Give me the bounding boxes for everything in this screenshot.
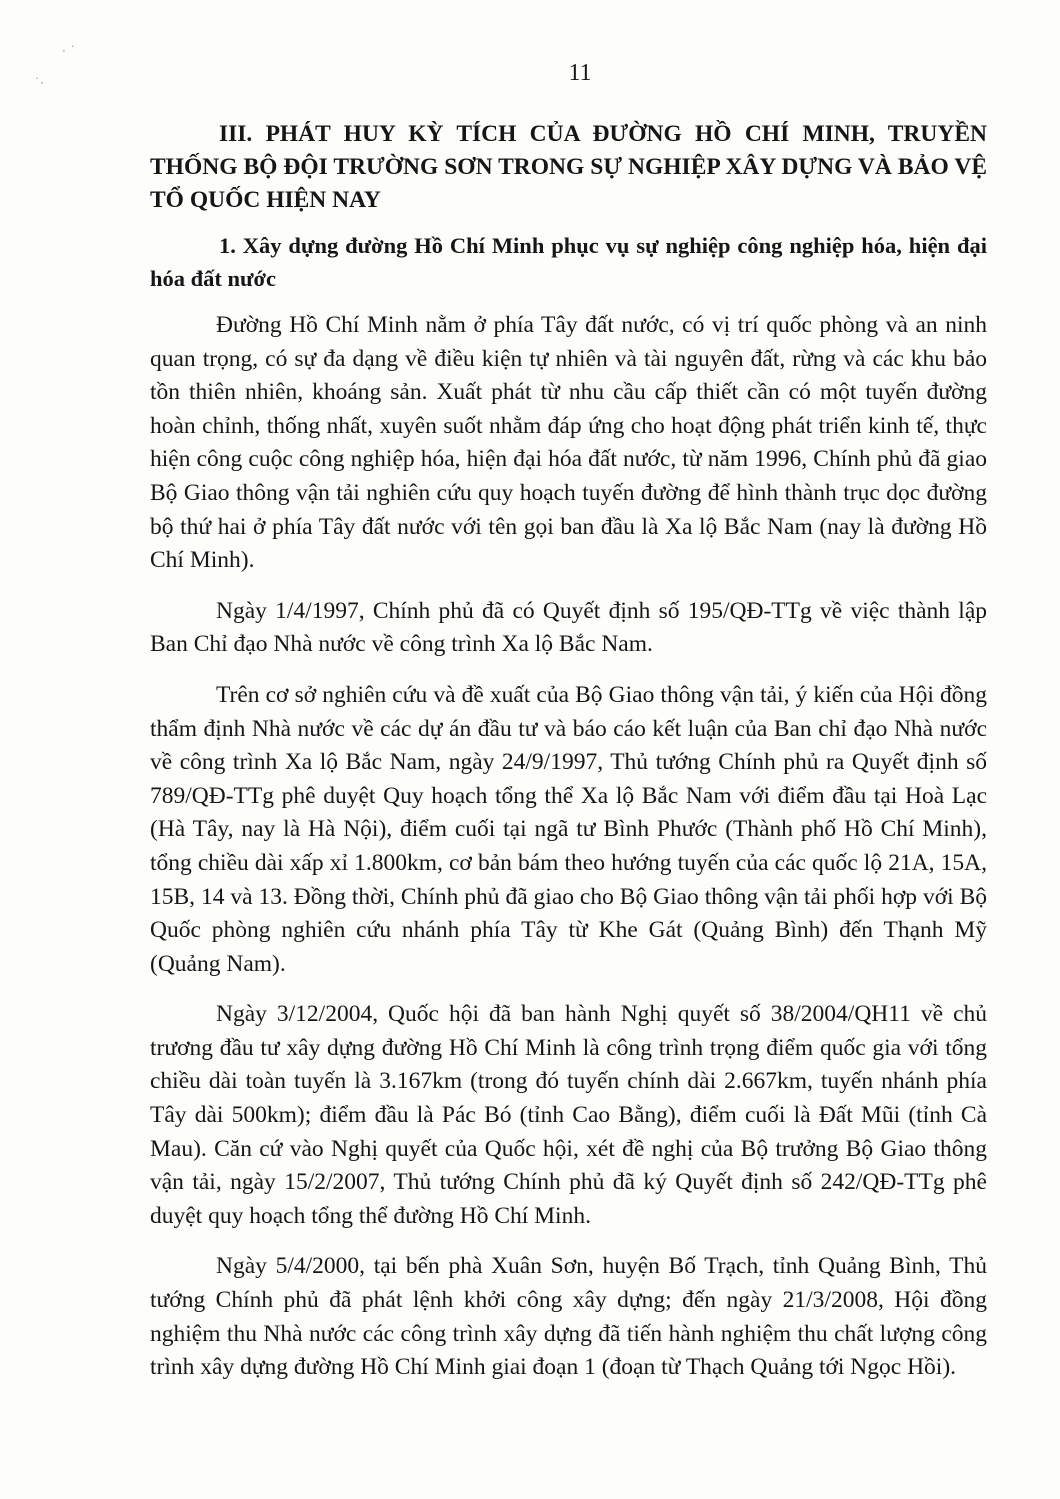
paragraph: Ngày 3/12/2004, Quốc hội đã ban hành Nghị quyết số 38/2004/QH11 về chủ trương đầu tư xây dựng đường Hồ Chí Minh là công trình trọng điểm quốc gia với tổng chiều dài toàn tuyến là 3.167km (trong đó tuyến chính dài 2.667km, tuyến nhánh phía Tây dài 500km); điểm đầu là Pác Bó (tỉnh Cao Bằng), điểm cuối là Đất Mũi (tỉnh Cà Mau). Căn cứ vào Nghị quyết của Quốc hội, xét đề nghị của Bộ trưởng Bộ Giao thông vận tải, ngày 15/2/2007, Thủ tướng Chính phủ đã ký Quyết định số 242/QĐ-TTg phê duyệt quy hoạch tổng thể đường Hồ Chí Minh.: [150, 1001, 987, 1229]
page-number: 11: [568, 60, 592, 86]
paragraph: Trên cơ sở nghiên cứu và đề xuất của Bộ Giao thông vận tải, ý kiến của Hội đồng thẩm định Nhà nước về các dự án đầu tư và báo cáo kết luận của Ban chỉ đạo Nhà nước về công trình Xa lộ Bắc Nam, ngày 24/9/1997, Thủ tướng Chính phủ ra Quyết định số 789/QĐ-TTg phê duyệt Quy hoạch tổng thể Xa lộ Bắc Nam với điểm đầu tại Hoà Lạc (Hà Tây, nay là Hà Nội), điểm cuối tại ngã tư Bình Phước (Thành phố Hồ Chí Minh), tổng chiều dài xấp xỉ 1.800km, cơ bản bám theo hướng tuyến của các quốc lộ 21A, 15A, 15B, 14 và 13. Đồng thời, Chính phủ đã giao cho Bộ Giao thông vận tải phối hợp với Bộ Quốc phòng nghiên cứu nhánh phía Tây từ Khe Gát (Quảng Bình) đến Thạnh Mỹ (Quảng Nam).: [150, 681, 987, 977]
paragraph: Ngày 5/4/2000, tại bến phà Xuân Sơn, huyện Bố Trạch, tỉnh Quảng Bình, Thủ tướng Chính phủ đã phát lệnh khởi công xây dựng; đến ngày 21/3/2008, Hội đồng nghiệm thu Nhà nước các công trình xây dựng đã tiến hành nghiệm thu chất lượng công trình xây dựng đường Hồ Chí Minh giai đoạn 1 (đoạn từ Thạch Quảng tới Ngọc Hồi).: [150, 1253, 987, 1381]
paragraph: Đường Hồ Chí Minh nằm ở phía Tây đất nước, có vị trí quốc phòng và an ninh quan trọng, có sự đa dạng về điều kiện tự nhiên và tài nguyên đất, rừng và các khu bảo tồn thiên nhiên, khoáng sản. Xuất phát từ nhu cầu cấp thiết cần có một tuyến đường hoàn chỉnh, thống nhất, xuyên suốt nhằm đáp ứng cho hoạt động phát triển kinh tế, thực hiện công cuộc công nghiệp hóa, hiện đại hóa đất nước, từ năm 1996, Chính phủ đã giao Bộ Giao thông vận tải nghiên cứu quy hoạch tuyến đường để hình thành trục dọc đường bộ thứ hai ở phía Tây đất nước với tên gọi ban đầu là Xa lộ Bắc Nam (nay là đường Hồ Chí Minh).: [150, 312, 987, 574]
subsection-heading: 1. Xây dựng đường Hồ Chí Minh phục vụ sự nghiệp công nghiệp hóa, hiện đại hóa đất nước: [150, 233, 987, 291]
scan-speck: ˙·: [34, 76, 44, 90]
scan-speck: · ˙: [62, 44, 76, 58]
paragraph: Ngày 1/4/1997, Chính phủ đã có Quyết định số 195/QĐ-TTg về việc thành lập Ban Chỉ đạo Nhà nước về công trình Xa lộ Bắc Nam.: [150, 597, 987, 658]
section-heading: III. PHÁT HUY KỲ TÍCH CỦA ĐƯỜNG HỒ CHÍ MINH, TRUYỀN THỐNG BỘ ĐỘI TRƯỜNG SƠN TRONG SỰ NGHIỆP XÂY DỰNG VÀ BẢO VỆ TỔ QUỐC HIỆN NAY: [150, 121, 987, 213]
document-body: [150, 118, 987, 1385]
